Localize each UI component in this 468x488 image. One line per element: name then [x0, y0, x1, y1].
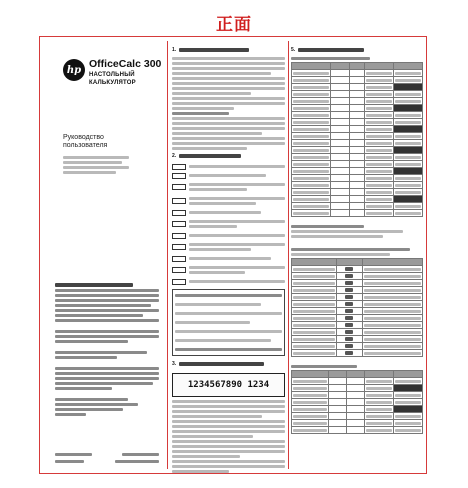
- lcd-display-illustration: 1234567890 1234: [172, 373, 285, 397]
- operations-table-3: [291, 370, 423, 434]
- hp-logo-icon: hp: [63, 59, 85, 81]
- brand-text: [89, 59, 161, 86]
- manual-title-line-1: Руководство: [63, 133, 104, 141]
- manual-sheet: [39, 36, 427, 474]
- page-side-label: 正面: [216, 15, 252, 34]
- manual-title-line-2: пользователя: [63, 141, 108, 149]
- operations-table-2: [291, 258, 423, 357]
- column-divider: [288, 41, 289, 469]
- legal-notice: [55, 281, 159, 418]
- product-subtitle-line-1: НАСТОЛЬНЫЙ: [89, 71, 135, 78]
- power-and-keys-column: [172, 44, 285, 470]
- edition-footer: [55, 451, 159, 465]
- section-power-heading: 1.: [172, 46, 285, 54]
- product-name: OfficeCalc 300: [89, 58, 162, 70]
- section-operations-heading: 5.: [291, 46, 423, 54]
- operations-column: [291, 44, 423, 470]
- rounding-switch-diagram: [172, 289, 285, 356]
- brand-block: [63, 59, 163, 86]
- section-display-heading: 3.: [172, 360, 285, 368]
- manual-title: [63, 134, 163, 150]
- product-subtitle-line-2: КАЛЬКУЛЯТОР: [89, 79, 136, 86]
- manual-intro-text: [63, 156, 129, 174]
- cover-column: [45, 45, 163, 469]
- operations-table-1: [291, 62, 423, 217]
- section-indicators-heading: 2.: [172, 152, 285, 160]
- column-divider: [167, 41, 168, 469]
